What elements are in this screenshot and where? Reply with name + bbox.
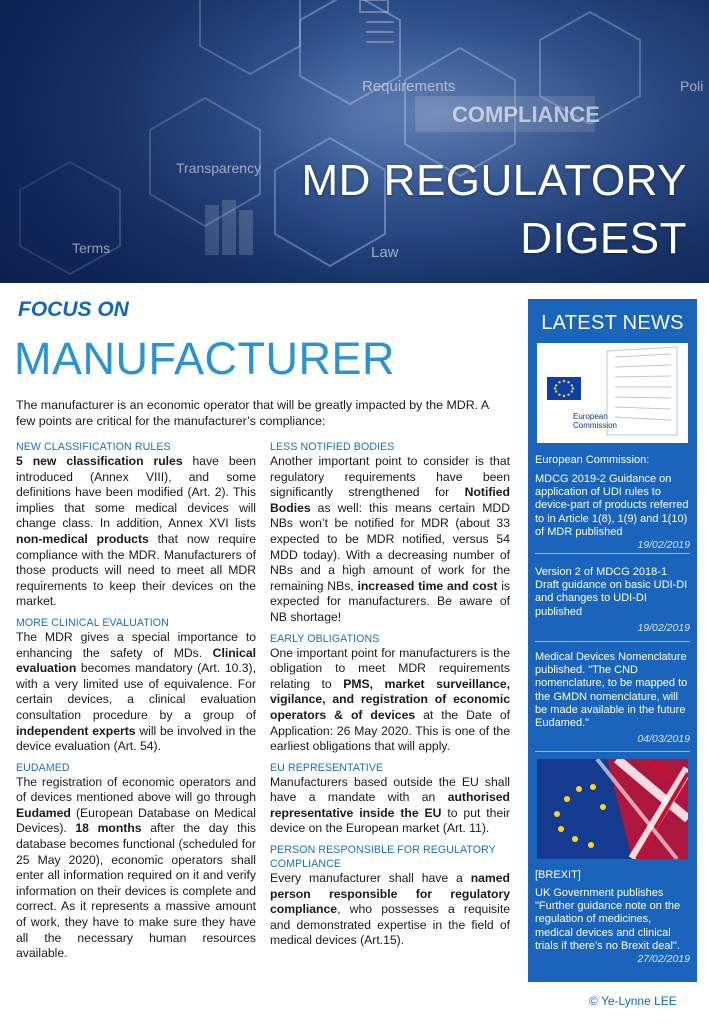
right-column xyxy=(270,440,510,949)
section-heading: EUDAMED xyxy=(16,761,70,774)
text-run: becomes mandatory (Art. 10.3), with a very limited use of equivalence. For certain devices, a clinical evaluation consultation procedure by a group of xyxy=(16,661,256,722)
text-run: One important point for manufacturers is the obligation to meet MDR requirements relating to xyxy=(270,645,510,691)
news-source-label: European Commission: xyxy=(535,454,650,466)
hex-word: Transparency xyxy=(176,160,262,176)
brexit-flags-image xyxy=(537,759,688,859)
hex-word: Requirements xyxy=(362,78,456,95)
section-heading: EU REPRESENTATIVE xyxy=(270,761,384,774)
digest-title xyxy=(302,152,687,268)
news-text: MDCG 2019-2 Guidance on application of UDI rules to device-part of products referred to in Article 1(8), 1(9) and 1(10) of MDR published xyxy=(535,473,689,538)
header-banner xyxy=(0,0,709,283)
sidebar-title: LATEST NEWS xyxy=(541,312,684,334)
text-run: is expected for manufacturers. Be aware of NB shortage! xyxy=(270,578,510,624)
section-paragraph xyxy=(16,630,256,755)
text-run: will be involved in the device evaluation (Art. 54). xyxy=(16,723,256,754)
section-heading: MORE CLINICAL EVALUATION xyxy=(16,616,169,629)
section-heading: LESS NOTIFIED BODIES xyxy=(270,441,395,453)
text-run: The MDR gives a special importance to enhancing the safety of MDs. xyxy=(16,629,256,660)
section-paragraph xyxy=(16,775,256,962)
text-run: that now require compliance with the MDR. Manufacturers of those products will need to meet all MDR requirements to keep their devices on the market. xyxy=(16,531,256,609)
news-text: Medical Devices Nomenclature published. "The CND nomenclature, to be mapped to the GMDN nomenclature, will be made available in the future Eudamed." xyxy=(535,651,688,730)
bold-term: Clinical evaluation xyxy=(16,645,256,676)
news-divider xyxy=(535,553,690,554)
section-heading: EARLY OBLIGATIONS xyxy=(270,632,380,645)
text-run: The registration of economic operators and of devices mentioned above will go through xyxy=(16,774,256,805)
news-item[interactable] xyxy=(535,473,690,552)
text-run: after the day this database becomes functional (scheduled for 25 May 2020), economic operators shall enter all information required on it and verify information on their devices is complete and correct. As it represents a massive amount of work, they have to make sure they have all the necessary human resources available. xyxy=(16,821,256,961)
focus-on-label: FOCUS ON xyxy=(18,298,129,321)
text-run: have been introduced (Annex VIII), and some definitions have been modified (Art. 2). This implies that some medical devices will change class. In addition, Annex XVI lists xyxy=(16,454,256,531)
latest-news-sidebar xyxy=(528,299,697,982)
section-paragraph xyxy=(270,646,510,755)
bold-term: non-medical products xyxy=(16,531,149,546)
text-run: (European Database on Medical Devices). xyxy=(16,805,256,836)
section-heading: PERSON RESPONSIBLE FOR REGULATORY COMPLIANCE xyxy=(270,844,496,871)
left-column xyxy=(16,440,256,962)
news-date: 19/02/2019 xyxy=(637,539,690,552)
bold-term: 18 months xyxy=(75,821,142,836)
news-item[interactable] xyxy=(535,566,690,635)
bold-term: independent experts xyxy=(16,723,136,738)
news-text: Version 2 of MDCG 2018-1 Draft guidance on basic UDI-DI and changes to UDI-DI published xyxy=(535,566,688,618)
hex-word: Law xyxy=(371,244,399,261)
news-divider xyxy=(535,641,690,642)
bold-term: Eudamed xyxy=(16,805,71,820)
ec-logo-text: Commission xyxy=(573,421,618,430)
news-item[interactable] xyxy=(535,651,690,746)
news-date: 04/03/2019 xyxy=(637,733,690,746)
bold-term: authorised representative inside the EU xyxy=(270,790,510,820)
section-heading: NEW CLASSIFICATION RULES xyxy=(16,441,171,453)
text-run: to put their device on the European market (Art. 11). xyxy=(270,805,510,836)
european-commission-logo xyxy=(537,343,688,443)
text-run: Every manufacturer shall have a xyxy=(270,871,471,886)
text-run: as well: this means certain MDD NBs won’t be notified for MDR (about 33 expected to be MDR notified, versus 54 MDD today). With a decreasing number of NBs and a high amount of work for the remaining NBs, xyxy=(270,500,510,593)
news-date: 19/02/2019 xyxy=(637,621,690,634)
digest-title-line-2: DIGEST xyxy=(520,214,687,263)
bold-term: increased time and cost xyxy=(357,578,498,593)
news-item[interactable] xyxy=(535,887,690,966)
section-paragraph xyxy=(270,454,510,626)
bold-term: Notified Bodies xyxy=(270,485,510,515)
bold-term: PMS, market surveillance, vigilance, and registration of economic operators & of devices xyxy=(270,676,510,722)
digest-title-line-1: MD REGULATORY xyxy=(301,156,687,205)
news-text: UK Government publishes "Further guidance note on the regulation of medicines, medical devices and clinical trials if there’s no Brexit deal". xyxy=(535,887,681,952)
text-run: Manufacturers based outside the EU shall have a mandate with an xyxy=(270,774,510,805)
brexit-tag: [BREXIT] xyxy=(535,869,581,881)
eu-uk-flag-icon xyxy=(537,759,688,859)
copyright-notice: © Ye-Lynne LEE xyxy=(589,994,677,1008)
section-paragraph xyxy=(16,454,256,610)
intro-paragraph: The manufacturer is an economic operator that will be greatly impacted by the MDR. A few points are critical for the manufacturer’s compliance: xyxy=(16,398,489,428)
text-run: at the Date of Application: 26 May 2020. This is one of the earliest obligations that will apply. xyxy=(270,707,510,754)
section-paragraph xyxy=(270,871,510,949)
bold-term: named person responsible for regulatory compliance xyxy=(270,871,510,917)
text-run: Another important point to consider is that regulatory requirements have been significantly strengthened for xyxy=(270,454,510,500)
hex-word: COMPLIANCE xyxy=(452,102,600,127)
news-date: 27/02/2019 xyxy=(637,953,690,966)
news-divider xyxy=(535,751,690,752)
bold-term: 5 new classification rules xyxy=(16,454,183,468)
hex-word: Poli xyxy=(680,78,704,94)
ec-logo-text: European xyxy=(573,412,608,421)
section-paragraph xyxy=(270,775,510,837)
hex-word: Terms xyxy=(72,240,111,256)
page-title: MANUFACTURER xyxy=(14,333,396,384)
ec-logo-caption xyxy=(573,412,617,430)
text-run: , who possesses a requisite and demonstrated expertise in the field of medical devices (Art.15). xyxy=(270,902,510,948)
